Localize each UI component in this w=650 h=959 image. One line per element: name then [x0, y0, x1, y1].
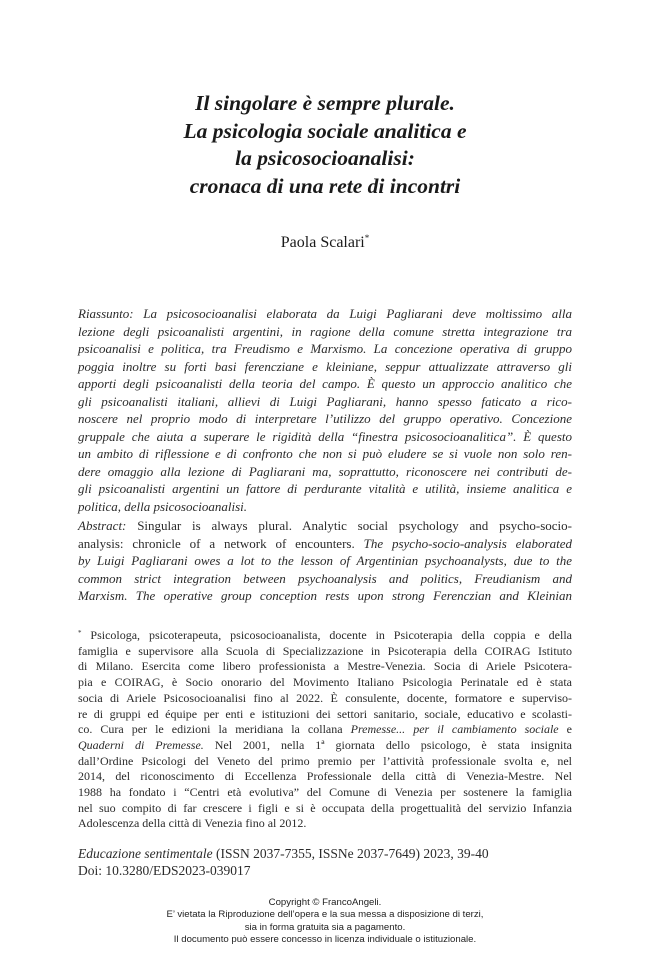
abstract-line: common strict integration between psychoanalysis and politics, Freudianism and	[78, 570, 572, 586]
riassunto-line: apporti degli psicoanalisti della teoria del campo. È questo un approccio analitico che	[78, 376, 572, 391]
riassunto-line: lezione degli psicoanalisti argentini, in ragione della comune stretta integrazione tra	[78, 323, 572, 339]
abstract-line: by Luigi Pagliarani owes a lot to the lesson of Argentinian psychoanalysts, due to the	[78, 553, 572, 568]
title-line: La psicologia sociale analitica e	[183, 118, 467, 143]
footnote-text: Psicologa, psicoterapeuta, psicosocioanalista, docente in Psicoterapia della coppia e della	[81, 628, 572, 642]
journal-citation	[78, 845, 572, 879]
riassunto-line: psicoanalisi e politica, tra Freudismo e Marxismo. La concezione operativa di gruppo	[78, 341, 572, 356]
footnote-text: Nel 2001, nella 1ª giornata dello psicologo, è stata insignita	[203, 737, 572, 752]
riassunto-line: poggia inoltre su forti basi ferencziane e kleiniane, seppur attualizzate attraverso gli	[78, 358, 572, 374]
journal-name: Educazione sentimentale	[78, 846, 213, 861]
abstract-line	[78, 517, 572, 535]
riassunto-line: dere omaggio alla lezione di Pagliarani ma, soprattutto, riconoscere nei contributi de-	[78, 463, 572, 479]
footnote-line: pia e COIRAG, è Socio onorario del Movimento Italiano Psicologia Perinatale ed è stata	[78, 675, 572, 690]
footnote-text: e	[558, 722, 572, 737]
riassunto-line: noscere nel proprio modo di interpretare l’utilizzo del gruppo operativo. Concezione	[78, 411, 572, 426]
copyright-notice	[80, 897, 570, 946]
abstract-paragraph	[78, 517, 572, 605]
copyright-line: Copyright © FrancoAngeli.	[268, 897, 382, 908]
abstract-title-part: Singular is always plural. Analytic social psychology and psycho-socio-	[126, 518, 572, 533]
paper-title	[80, 90, 570, 200]
footnote-line: re di gruppi ed équipe per enti e istituzioni dei settori sanitario, sociale, educativo e scolasti-	[78, 706, 572, 721]
abstract-title-part: analysis: chronicle of a network of encounters.	[78, 535, 355, 551]
footnote-line: di Milano. Esercita come libero professionista a Mestre-Venezia. Socia di Ariele Psicotera-	[78, 659, 572, 674]
series-title: Premesse... per il cambiamento sociale	[350, 722, 559, 737]
copyright-line: E’ vietata la Riproduzione dell’opera e la sua messa a disposizione di terzi,	[166, 909, 484, 921]
journal-doi: Doi: 10.3280/EDS2023-039017	[78, 863, 251, 878]
footnote-line: 1988 ha fondato i “Centri età evolutiva” del Comune di Venezia per sostenere la famiglia	[78, 785, 572, 800]
riassunto-line: gli psicoanalisti italiani, allievi di Luigi Pagliarani, hanno spesso faticato a rico-	[78, 393, 572, 409]
footnote-line: nel suo compito di far crescere i figli e si è occupata della progettualità del servizio Infanzia	[78, 800, 572, 815]
title-line: Il singolare è sempre plurale.	[195, 91, 455, 115]
abstract-line	[78, 535, 572, 553]
footnote-line: Adolescenza della città di Venezia fino al 2012.	[78, 816, 307, 831]
journal-line	[78, 845, 572, 862]
riassunto-line: Riassunto: La psicosocioanalisi elaborata da Luigi Pagliarani deve moltissimo alla	[78, 306, 572, 321]
footnote-line	[78, 628, 572, 644]
footnote-text: co. Cura per le edizioni la meridiana la collana	[78, 722, 351, 737]
author	[80, 233, 570, 253]
copyright-line: Il documento può essere concesso in licenza individuale o istituzionale.	[173, 933, 477, 945]
riassunto-line: un ambito di riflessione e di confronto che non si può eludere se si vuole non solo ren-	[78, 446, 572, 461]
footnote-line: famiglia e supervisore alla Scuola di Specializzazione in Psicoterapia della COIRAG Istituto	[78, 643, 572, 658]
footnote-line: socia di Ariele Psicosocioanalisi fino al 2022. È consulente, docente, formatore e superviso-	[78, 690, 572, 705]
footnote-line	[78, 738, 572, 754]
author-footnote	[78, 628, 572, 832]
journal-issn: (ISSN 2037-7355, ISSNe 2037-7649) 2023, 39-40	[212, 846, 489, 861]
author-footnote-mark: *	[364, 233, 370, 243]
abstract-label: Abstract:	[78, 518, 127, 533]
footnote-line	[78, 722, 572, 738]
riassunto-line: gli psicoanalisti argentini un fattore di perdurante vitalità e utilità, insieme analitica e	[78, 481, 572, 496]
riassunto-line: politica, della psicosocioanalisi.	[78, 498, 247, 514]
footnote-mark: *	[78, 629, 82, 637]
footnote-line: dall’Ordine Psicologi del Veneto del primo premio per l’attività professionale svolta e, nel	[78, 753, 572, 768]
title-line: la psicosocioanalisi:	[235, 146, 415, 170]
author-name: Paola Scalari	[280, 234, 365, 251]
abstract-text-part: The psycho-socio-analysis elaborated	[354, 535, 572, 551]
riassunto-paragraph	[78, 305, 572, 515]
riassunto-line: gruppale che aiuta a superare le rigidità della “finestra psicosocioanalitica”. È questo	[78, 428, 572, 444]
title-line: cronaca di una rete di incontri	[189, 173, 461, 198]
abstract-line: Marxism. The operative group conception rests upon strong Ferenczian and Kleinian	[78, 588, 572, 603]
copyright-line: sia in forma gratuita sia a pagamento.	[244, 921, 406, 933]
series-title: Quaderni di Premesse.	[78, 737, 204, 752]
footnote-line: 2014, del riconoscimento di Eccellenza Professionale della città di Venezia-Mestre. Nel	[78, 769, 572, 784]
